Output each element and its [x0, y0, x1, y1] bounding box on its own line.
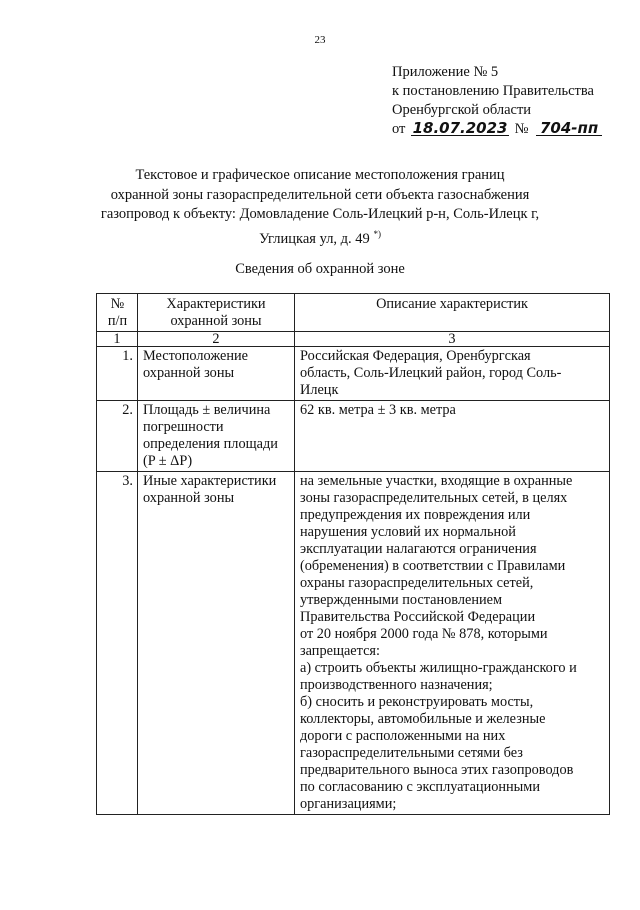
appendix-line-3: Оренбургской области	[392, 102, 532, 118]
appendix-block	[392, 63, 602, 139]
column-number-2: 2	[138, 332, 295, 347]
row-number: 2.	[97, 401, 138, 472]
row-number: 1.	[97, 347, 138, 401]
header-characteristics: Характеристики охранной зоны	[138, 294, 295, 332]
table-column-numbers-row	[97, 332, 610, 347]
row-characteristic: Местоположение охранной зоны	[138, 347, 295, 401]
title-line-4-text: Углицкая ул, д. 49	[259, 230, 370, 247]
header-number: № п/п	[97, 294, 138, 332]
header-description: Описание характеристик	[295, 294, 610, 332]
document-title	[0, 166, 640, 249]
title-line-4	[0, 225, 640, 249]
table-row	[97, 472, 610, 815]
title-line-2: охранной зоны газораспределительной сети объекта газоснабжения	[110, 186, 530, 203]
appendix-date-line	[392, 120, 602, 139]
protection-zone-table	[96, 293, 610, 815]
section-title: Сведения об охранной зоне	[235, 261, 405, 277]
page-number: 23	[314, 34, 326, 46]
appendix-line-2: к постановлению Правительства	[392, 83, 594, 99]
column-number-1: 1	[97, 332, 138, 347]
footnote-mark: *)	[373, 228, 381, 239]
table-row	[97, 347, 610, 401]
row-description: 62 кв. метра ± 3 кв. метра	[295, 401, 610, 472]
table-row	[97, 401, 610, 472]
number-sign: №	[514, 121, 529, 137]
row-characteristic: Площадь ± величина погрешности определения площади (P ± ΔP)	[138, 401, 295, 472]
table-header-row	[97, 294, 610, 332]
date-prefix: от	[392, 121, 406, 137]
row-description: Российская Федерация, Оренбургская область, Соль-Илецкий район, город Соль- Илецк	[295, 347, 610, 401]
handwritten-number: 704-пп	[536, 121, 602, 136]
row-description: на земельные участки, входящие в охранные зоны газораспределительных сетей, в целях предупреждения их повреждения или нарушения условий их нормальной эксплуатации налагаются ограничения (обременения) в соответствии с Правилами охраны газораспределительных сетей, утвержденными постановлением Правительства Российской Федерации от 20 ноября 2000 года № 878, которыми запрещается: а) строить объекты жилищно-гражданского и производственного назначения; б) сносить и реконструировать мосты, коллекторы, автомобильные и железные дороги с расположенными на них газораспределительными сетями без предварительного выноса этих газопроводов по согласованию с эксплуатационными организациями;	[295, 472, 610, 815]
title-line-3: газопровод к объекту: Домовладение Соль-Илецкий р-н, Соль-Илецк г,	[100, 206, 540, 222]
title-line-1: Текстовое и графическое описание местоположения границ	[135, 167, 505, 183]
column-number-3: 3	[295, 332, 610, 347]
handwritten-date: 18.07.2023	[412, 119, 508, 137]
row-characteristic: Иные характеристики охранной зоны	[138, 472, 295, 815]
row-number: 3.	[97, 472, 138, 815]
appendix-line-1: Приложение № 5	[392, 64, 499, 80]
